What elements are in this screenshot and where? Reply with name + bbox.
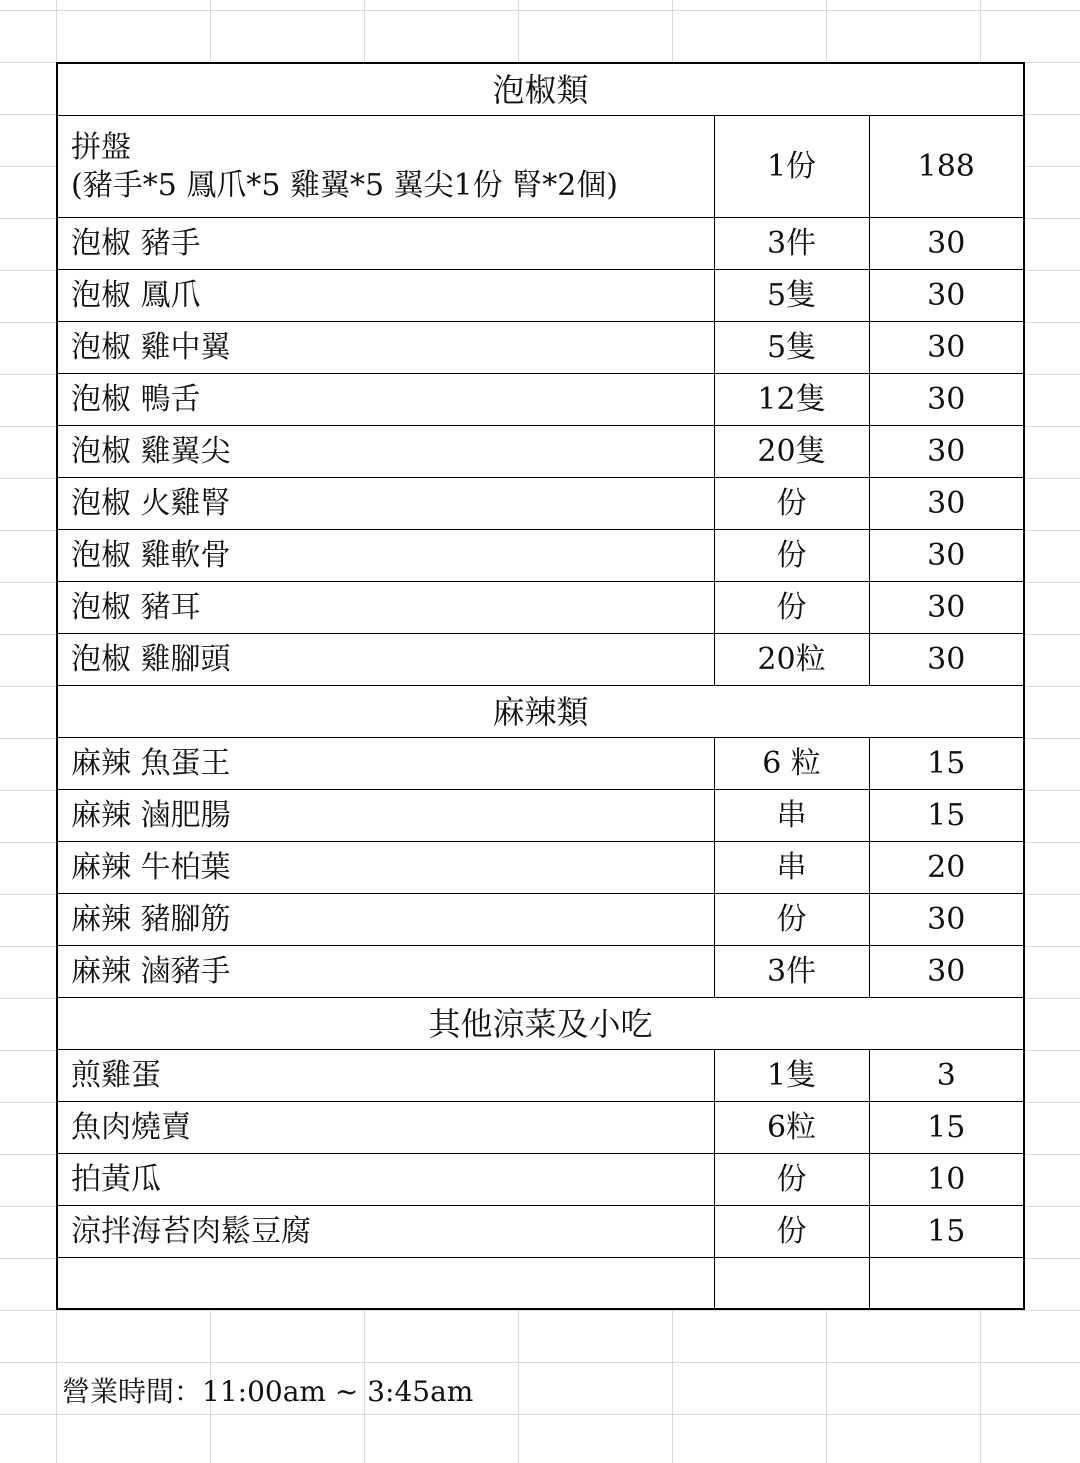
menu-item-row — [57, 426, 1024, 478]
platter-name-cell — [57, 116, 714, 218]
menu-item-row — [57, 270, 1024, 322]
item-name: 拍黃瓜 — [57, 1154, 714, 1206]
item-name: 泡椒 豬手 — [57, 218, 714, 270]
item-name: 泡椒 火雞腎 — [57, 478, 714, 530]
menu-item-row — [57, 634, 1024, 686]
item-price: 30 — [869, 270, 1024, 322]
item-price: 30 — [869, 634, 1024, 686]
empty-cell — [869, 1258, 1024, 1310]
menu-item-row — [57, 478, 1024, 530]
empty-row — [57, 1258, 1024, 1310]
item-qty: 12隻 — [714, 374, 869, 426]
item-price: 30 — [869, 530, 1024, 582]
item-name: 泡椒 豬耳 — [57, 582, 714, 634]
item-price: 15 — [869, 1206, 1024, 1258]
item-name: 泡椒 雞軟骨 — [57, 530, 714, 582]
item-qty: 3件 — [714, 218, 869, 270]
item-name: 泡椒 雞翼尖 — [57, 426, 714, 478]
item-price: 30 — [869, 582, 1024, 634]
item-price: 30 — [869, 946, 1024, 998]
menu-item-row — [57, 1206, 1024, 1258]
item-price: 30 — [869, 426, 1024, 478]
item-name: 麻辣 魚蛋王 — [57, 738, 714, 790]
empty-cell — [57, 1258, 714, 1310]
business-hours: 營業時間：11:00am ~ 3:45am — [62, 1375, 474, 1408]
item-qty: 份 — [714, 1206, 869, 1258]
menu-item-row — [57, 1102, 1024, 1154]
item-name: 涼拌海苔肉鬆豆腐 — [57, 1206, 714, 1258]
item-name: 泡椒 雞中翼 — [57, 322, 714, 374]
menu-item-row — [57, 946, 1024, 998]
item-qty: 份 — [714, 478, 869, 530]
item-qty: 串 — [714, 790, 869, 842]
menu-item-row — [57, 374, 1024, 426]
item-qty: 份 — [714, 894, 869, 946]
item-qty: 5隻 — [714, 322, 869, 374]
item-name: 麻辣 牛柏葉 — [57, 842, 714, 894]
item-price: 15 — [869, 790, 1024, 842]
item-qty: 6 粒 — [714, 738, 869, 790]
menu-item-row — [57, 790, 1024, 842]
section-header-row — [57, 686, 1024, 738]
item-qty: 1隻 — [714, 1050, 869, 1102]
platter-detail: (豬手*5 鳳爪*5 雞翼*5 翼尖1份 腎*2個) — [71, 167, 618, 203]
item-qty: 串 — [714, 842, 869, 894]
section-title: 麻辣類 — [57, 686, 1024, 738]
item-name: 麻辣 豬腳筋 — [57, 894, 714, 946]
empty-cell — [714, 1258, 869, 1310]
item-name: 泡椒 鴨舌 — [57, 374, 714, 426]
item-qty: 20粒 — [714, 634, 869, 686]
item-name: 麻辣 滷豬手 — [57, 946, 714, 998]
item-qty: 3件 — [714, 946, 869, 998]
item-qty: 份 — [714, 582, 869, 634]
item-price: 188 — [869, 116, 1024, 218]
item-price: 15 — [869, 1102, 1024, 1154]
item-price: 10 — [869, 1154, 1024, 1206]
item-qty: 1份 — [714, 116, 869, 218]
section-header-row — [57, 998, 1024, 1050]
item-price: 20 — [869, 842, 1024, 894]
item-price: 30 — [869, 322, 1024, 374]
item-price: 15 — [869, 738, 1024, 790]
menu-item-row — [57, 738, 1024, 790]
section-header-row — [57, 63, 1024, 116]
item-name: 魚肉燒賣 — [57, 1102, 714, 1154]
menu-item-row — [57, 530, 1024, 582]
menu-item-row — [57, 1050, 1024, 1102]
menu-item-row — [57, 1154, 1024, 1206]
item-name: 泡椒 鳳爪 — [57, 270, 714, 322]
section-title: 泡椒類 — [57, 63, 1024, 116]
item-price: 30 — [869, 374, 1024, 426]
item-qty: 份 — [714, 530, 869, 582]
item-qty: 20隻 — [714, 426, 869, 478]
menu-item-row — [57, 842, 1024, 894]
platter-name: 拼盤 — [71, 130, 131, 165]
item-qty: 6粒 — [714, 1102, 869, 1154]
menu-table-body — [57, 63, 1024, 1309]
item-price: 30 — [869, 218, 1024, 270]
platter-row — [57, 116, 1024, 218]
menu-item-row — [57, 218, 1024, 270]
item-name: 麻辣 滷肥腸 — [57, 790, 714, 842]
item-name: 泡椒 雞腳頭 — [57, 634, 714, 686]
menu-item-row — [57, 894, 1024, 946]
section-title: 其他涼菜及小吃 — [57, 998, 1024, 1050]
menu-item-row — [57, 322, 1024, 374]
menu-item-row — [57, 582, 1024, 634]
item-price: 30 — [869, 478, 1024, 530]
item-price: 3 — [869, 1050, 1024, 1102]
item-qty: 份 — [714, 1154, 869, 1206]
menu-table — [56, 62, 1025, 1310]
item-name: 煎雞蛋 — [57, 1050, 714, 1102]
item-qty: 5隻 — [714, 270, 869, 322]
item-price: 30 — [869, 894, 1024, 946]
